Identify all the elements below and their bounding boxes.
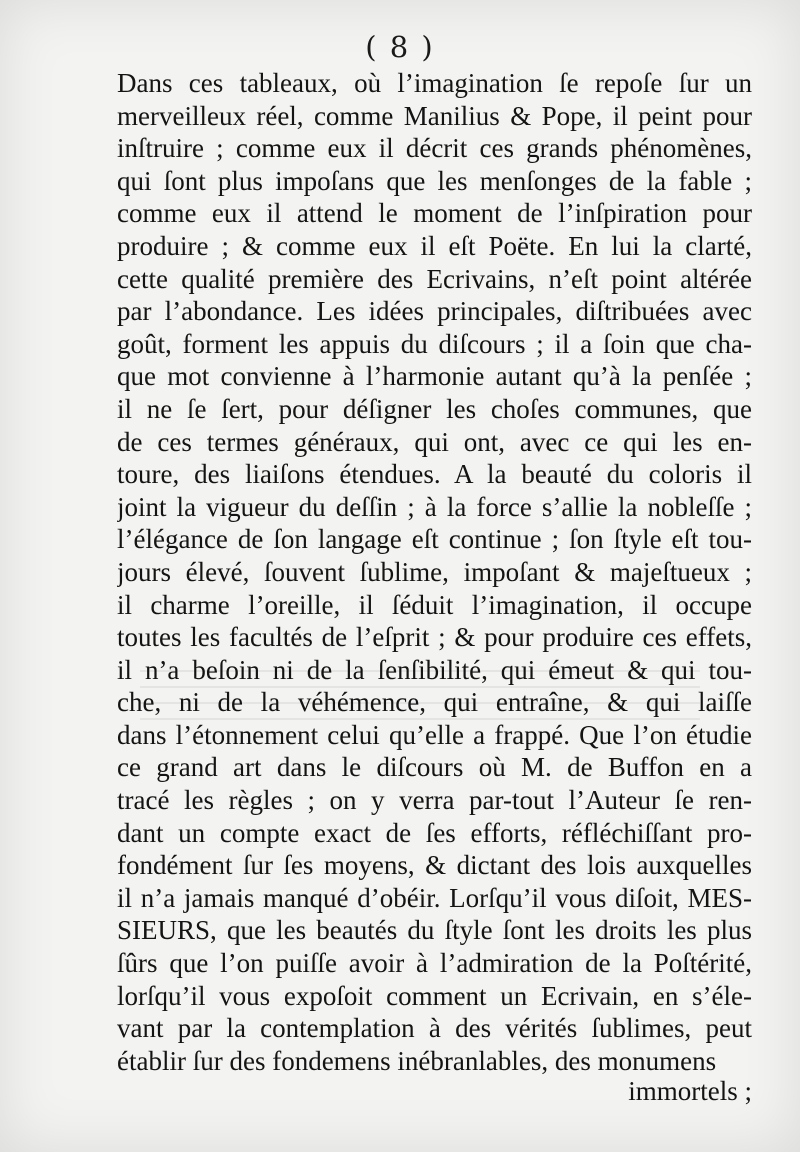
text-line: cette qualité première des Ecrivains, n’eſt point altérée xyxy=(117,263,752,294)
text-line: que mot convienne à l’harmonie autant qu’à la penſée ; xyxy=(117,361,752,392)
text-line: qui ſont plus impoſans que les menſonges de la fable ; xyxy=(117,165,752,196)
text-line: établir ſur des fondemens inébranlables, des monumens xyxy=(117,1045,717,1076)
text-line: che, ni de la véhémence, qui entraîne, & qui laiſſe xyxy=(117,687,752,718)
text-line: dans l’étonnement celui qu’elle a frappé. Que l’on étudie xyxy=(117,719,752,750)
text-line: Dans ces tableaux, où l’imagination ſe repoſe ſur un xyxy=(117,68,752,98)
text-line: de ces termes généraux, qui ont, avec ce qui les en- xyxy=(117,426,752,457)
text-line: vant par la contemplation à des vérités ſublimes, peut xyxy=(117,1013,752,1044)
page-number: ( 8 ) xyxy=(365,30,435,64)
text-line: il ne ſe ſert, pour déſigner les choſes communes, que xyxy=(117,393,752,424)
text-line: goût, forment les appuis du diſcours ; il a ſoin que cha- xyxy=(117,328,752,359)
text-line: dant un compte exact de ſes efforts, réfléchiſſant pro- xyxy=(117,817,752,848)
body-text xyxy=(117,67,752,1077)
text-line: toure, des liaiſons étendues. A la beauté du coloris il xyxy=(117,459,752,490)
text-line: comme eux il attend le moment de l’inſpiration pour xyxy=(117,198,752,229)
text-line: inſtruire ; comme eux il décrit ces grands phénomènes, xyxy=(117,133,752,164)
text-line: ce grand art dans le diſcours où M. de Buffon en a xyxy=(117,752,752,783)
text-line: tracé les règles ; on y verra par-tout l’Auteur ſe ren- xyxy=(117,785,752,816)
text-line: toutes les facultés de l’eſprit ; & pour produire ces effets, xyxy=(117,622,752,653)
text-line: il charme l’oreille, il ſéduit l’imagination, il occupe xyxy=(117,589,752,620)
text-line: SIEURS, que les beautés du ſtyle ſont les droits les plus xyxy=(117,915,752,946)
text-line: ſûrs que l’on puiſſe avoir à l’admiration de la Poſtérité, xyxy=(117,948,752,979)
text-line: joint la vigueur du deſſin ; à la force s’allie la nobleſſe ; xyxy=(117,491,752,522)
text-line: il n’a jamais manqué d’obéir. Lorſqu’il vous diſoit, MES- xyxy=(117,882,752,913)
text-line: jours élevé, ſouvent ſublime, impoſant & majeſtueux ; xyxy=(117,556,752,587)
text-line: merveilleux réel, comme Manilius & Pope, il peint pour xyxy=(117,100,752,131)
text-line: fondément ſur ſes moyens, & dictant des lois auxquelles xyxy=(117,850,752,881)
text-line: par l’abondance. Les idées principales, diſtribuées avec xyxy=(117,296,752,327)
text-line: produire ; & comme eux il eſt Poëte. En lui la clarté, xyxy=(117,230,752,261)
text-line: lorſqu’il vous expoſoit comment un Ecrivain, en s’éle- xyxy=(117,980,752,1011)
catchword: immortels ; xyxy=(628,1076,752,1106)
text-line: l’élégance de ſon langage eſt continue ; ſon ſtyle eſt tou- xyxy=(117,524,752,555)
text-line: il n’a beſoin ni de la ſenſibilité, qui émeut & qui tou- xyxy=(117,654,752,685)
